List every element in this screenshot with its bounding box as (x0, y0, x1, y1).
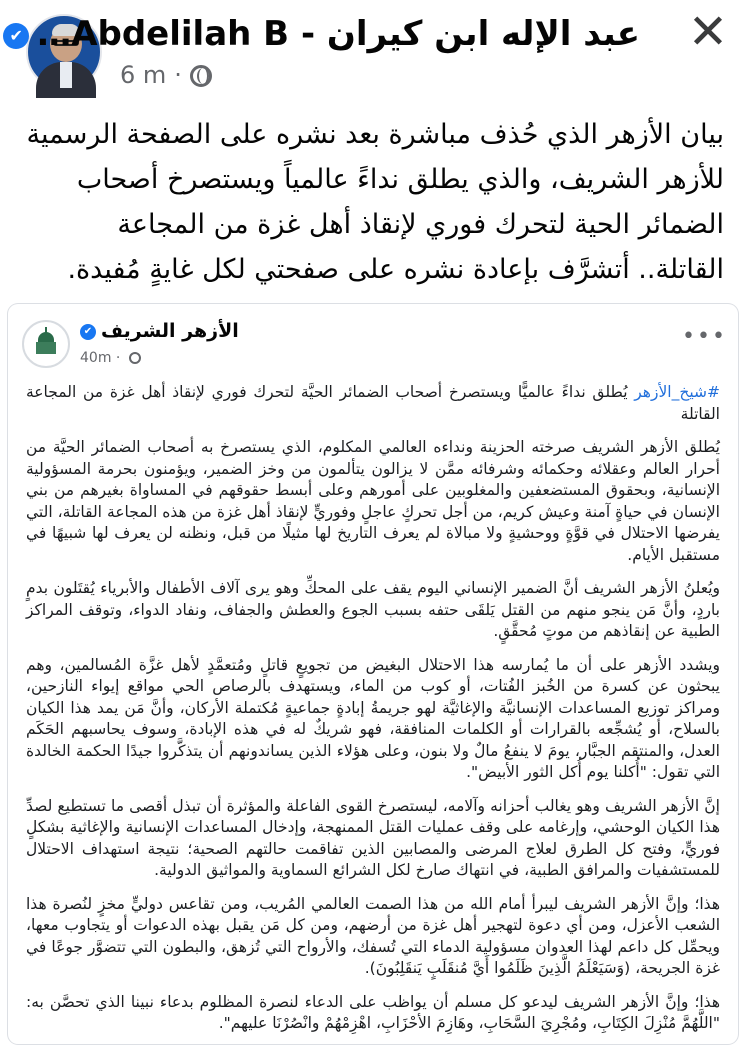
shared-verified-badge-icon: ✔ (80, 324, 96, 340)
more-options-icon[interactable]: ••• (682, 324, 727, 349)
avatar-shirt (60, 62, 72, 88)
shared-author-name-text[interactable]: الأزهر الشريف (101, 320, 239, 342)
body-paragraph: هذا؛ وإنَّ الأزهر الشريف ليدعو كل مسلم أن يواظب على الدعاء لنصرة المظلوم بدعاء نبينا الذي تحصَّن به: "اللَّهُمَّ مُنْزِلَ الكِتَابِ، ومُجْرِيَ السَّحَابِ، وهَازِمَ الأحْزَابِ، اهْزِمْهُمْ وانْصُرْنَا عليهم". (26, 992, 720, 1032)
shared-globe-icon[interactable] (129, 352, 141, 364)
body-paragraph: ويشدد الأزهر على أن ما يُمارسه هذا الاحتلال البغيض من تجويعٍ قاتلٍ ومُتعمَّدٍ لأهل غزَّة المُسالمين، وهم يبحثون عن كسرة من الخُبز الفُتات، أو كوب من الماء، ويستهدف بالرصاص الحي مواقع إيواء النازحين، ومراكز توزيع المساعدات الإنسانيَّة والإغاثيَّة لهو جريمةُ إبادةٍ جماعيةٍ مُكتملة الأركان، وأنَّ مَن يمد هذا الكيان بالسلاح، أو يُشجِّعه بالقرارات أو الكلمات المنافقة، فهو شريكٌ له في هذه الإبادة، وسوف يحاسبهم الحَكَم العدل، والمنتقم الجبَّار، يومَ لا ينفعُ مالٌ ولا بنون، وعلى هؤلاء الذين يساندونهم أن يتذكَّروا جيدًا الحكمة الخالدة التي تقول: "أُكلنا يوم أُكل الثور الأبيض". (26, 655, 720, 781)
close-button[interactable]: ✕ (687, 4, 729, 60)
hashtag-link[interactable]: #شيخ_الأزهر (634, 383, 720, 401)
shared-post-header (8, 304, 738, 374)
globe-icon[interactable] (190, 65, 212, 87)
author-name[interactable] (9, 10, 640, 58)
shared-meta-separator: · (115, 350, 121, 366)
lead-text: يُطلق نداءً عالميًّا ويستصرخ أصحاب الضمائر الحيَّة لتحرك فوري لإنقاذ أهل غزة من المجاعة القاتلة (26, 383, 720, 423)
meta-separator: · (174, 61, 182, 89)
shared-post-lead (26, 382, 720, 425)
body-paragraph: ويُعلنُ الأزهر الشريف أنَّ الضمير الإنساني اليوم يقف على المحكِّ وهو يرى آلاف الأطفال والأبرياء يُقتَلون بدمٍ باردٍ، وأنَّ مَن ينجو منهم من القتل يَلقَى حتفه بسبب الجوع والعطش والجفاف، ونفاد الدواء، وتوقف المراكز الطبية عن إنقاذهم من موتٍ مُحقَّقٍ. (26, 579, 720, 640)
avatar-base (36, 342, 56, 354)
shared-post-meta (80, 350, 141, 366)
author-name-text[interactable]: عبد الإله ابن كيران - Abdelilah B… (37, 14, 640, 54)
shared-post-time[interactable]: 40m (80, 350, 112, 366)
body-paragraph: يُطلق الأزهر الشريف صرخته الحزينة ونداءه العالمي المكلوم، الذي يستصرخ به أصحاب الضمائر الحيَّة من أحرار العالم وعقلائه وحكمائه وشرفائه ممَّن لا يزالون يتألمون من وخز الضمير، ويؤمنون بحرمة المسؤولية الإنسانية، وبحقوق المستضعفين والمغلوبين على أمورهم وعلى أبسط حقوقهم في المساواة بغيرهم من بني الإنسان في حياةٍ آمنة وعيش كريم، من أجل تحركٍ عاجلٍ وفوريٍّ لإنقاذ أهل غزة من هذه المجاعة القاتلة، التي يفرضها الاحتلال في قوَّةٍ ووحشيةٍ ولا مبالاة لم يعرف التاريخ لها مثيلًا من قبل، ونظنه لن يعرف لها شبيهًا في مستقبل الأيام. (26, 438, 720, 564)
post-meta (120, 58, 212, 92)
post-time[interactable]: 6 m (120, 61, 167, 89)
body-paragraph: إنَّ الأزهر الشريف وهو يغالب أحزانه وآلامه، ليستصرخ القوى الفاعلة والمؤثرة أن تبذل أقصى ما تستطيع لصدِّ هذا الكيان الوحشي، وإرغامه على وقف عمليات القتل الممنهجة، وإدخال المساعدات الإنسانية والإغاثية بشكلٍ فوريٍّ، وفتح كل الطرق لعلاج المرضى والمصابين الذين تفاقمت حالتهم الصحية؛ نتيجة استهداف الاحتلال للمستشفيات والمرافق الطبية، في انتهاك صارخ لكل الشرائع السماوية والمواثيق الدولية. (26, 796, 720, 879)
post-header (0, 0, 746, 100)
verified-badge-icon: ✔ (3, 23, 29, 49)
shared-author-avatar[interactable] (22, 320, 70, 368)
avatar-dome (38, 332, 54, 342)
shared-post-body (26, 382, 720, 1047)
body-paragraph: هذا؛ وإنَّ الأزهر الشريف ليبرأ أمام الله من هذا الصمت العالمي المُريب، ومن تقاعس دوليٍّ مخزٍ لنُصرة هذا الشعب الأعزل، ومن أي دعوة لتهجير أهل غزة من أرضهم، ومن كل مَن يقبل بهذه الدعوات أو يتجاوب معها، ويحمِّل كل داعم لهذا العدوان مسؤولية الدماء التي تُسفك، والأرواح التي تُزهق، والبطون التي تتضوَّر جوعًا في غزة الجريحة، (وَسَيَعْلَمُ الَّذِينَ ظَلَمُوا أَيَّ مُنقَلَبٍ يَنقَلِبُونَ). (26, 894, 720, 977)
shared-post-card[interactable] (8, 304, 738, 1044)
post-caption: بيان الأزهر الذي حُذف مباشرة بعد نشره على الصفحة الرسمية للأزهر الشريف، والذي يطلق نداءً عالمياً ويستصرخ أصحاب الضمائر الحية لتحرك فوري لإنقاذ أهل غزة من المجاعة القاتلة.. أتشرَّف بإعادة نشره على صفحتي لكل غايةٍ مُفيدة. (26, 119, 724, 285)
shared-author-name[interactable] (80, 320, 239, 342)
